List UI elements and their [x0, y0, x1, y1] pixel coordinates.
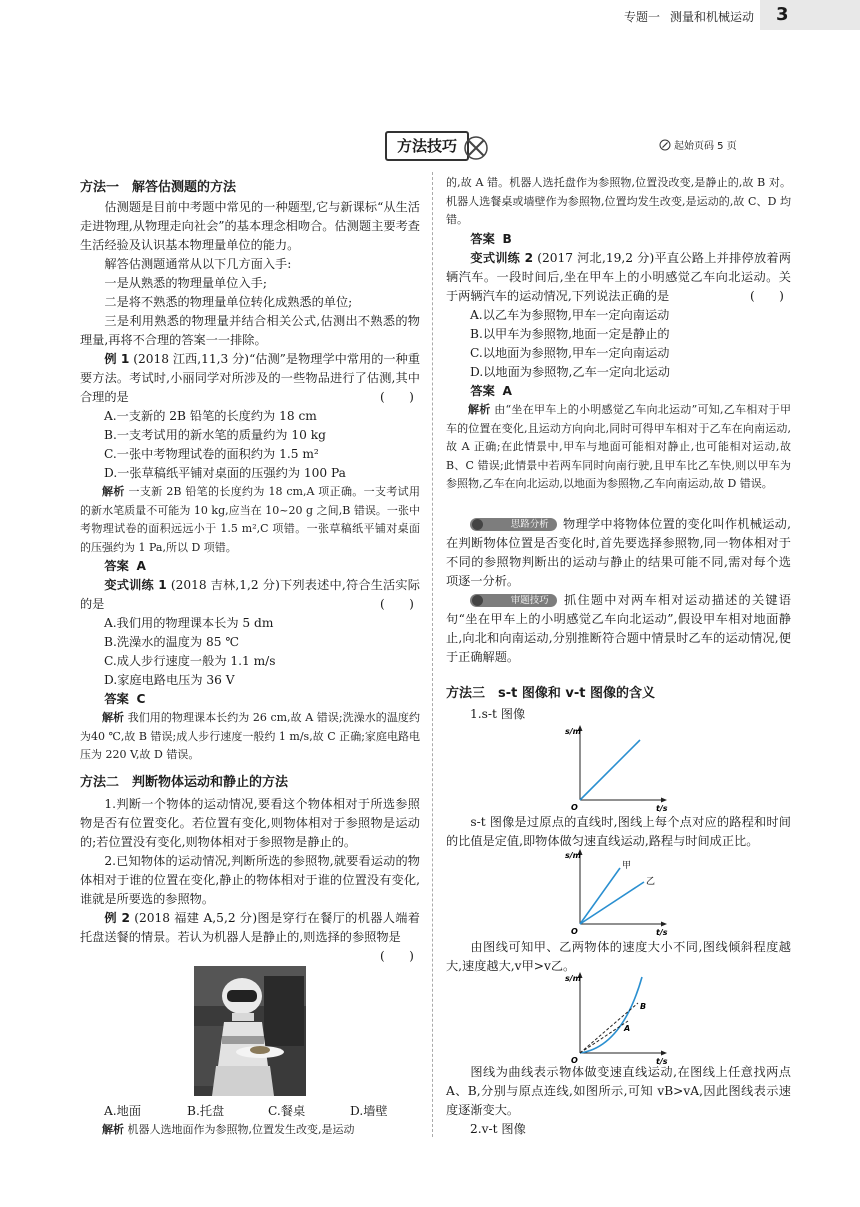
method1-step3: 三是利用熟悉的物理量并结合相关公式,估测出不熟悉的物理量,再将不合理的答案一一排除。: [80, 314, 420, 347]
st-graph-text1: s-t 图像是过原点的直线时,图线上每个点对应的路程和时间的比值是定值,即物体做匀速直线运动,路程与时间成正比。: [446, 815, 791, 848]
example1-option-a: A.一支新的 2B 铅笔的长度约为 18 cm: [104, 409, 317, 423]
column-divider: [432, 172, 433, 1137]
section-banner: [385, 131, 469, 161]
st-graph-two-lines: [562, 846, 672, 936]
variant2-explanation: [446, 401, 791, 494]
thinking-analysis-badge: [470, 518, 556, 531]
example1-explanation-text: 一支新 2B 铅笔的长度约为 18 cm,A 项正确。一支考试用的新水笔质量不可能为 10 kg,应当在 10~20 g 之间,B 错误。一张中考物理试卷的面积远远小于 1.5 m²,C 项错。一张草稿纸平铺对桌面的压强约为 1 Pa,所以 D 项错。: [80, 485, 421, 554]
example1-text: (2018 江西,11,3 分)“估测”是物理学中常用的一种重要方法。考试时,小丽同学对所涉及的一些物品进行了估测,其中合理的是: [80, 352, 421, 404]
example1-explanation: [80, 483, 420, 557]
example2-answer: [446, 230, 512, 249]
page-number: 3: [776, 4, 789, 25]
method2-title: 方法二 判断物体运动和静止的方法: [80, 775, 289, 790]
st-graph-heading: 1.s-t 图像: [470, 707, 526, 721]
variant1-answer-label: 答案: [104, 692, 129, 706]
example2-text: (2018 福建 A,5,2 分)图是穿行在餐厅的机器人端着托盘送餐的情景。若认为机器人是静止的,则选择的参照物是: [80, 911, 420, 944]
variant1-option-b: B.洗澡水的温度为 85 ℃: [104, 635, 240, 649]
variant1-answer: [80, 690, 145, 709]
example2-option-c: C.餐桌: [268, 1104, 306, 1118]
example2-explanation-label: 解析: [102, 1123, 124, 1136]
banner-title: 方法技巧: [396, 137, 457, 155]
method1-intro: 估测题是目前中考题中常见的一种题型,它与新课标“从生活走进物理,从物理走向社会”的基本理念相吻合。估测题主要考查生活经验及认识基本物理量单位的能力。: [80, 200, 420, 252]
st-graph-text3: 图线为曲线表示物体做变速直线运动,在图线上任意找两点 A、B,分别与原点连线,如图所示,可知 vB>vA,因此图线表示速度逐渐变大。: [446, 1065, 791, 1117]
variant2-option-b: B.以甲车为参照物,地面一定是静止的: [470, 327, 670, 341]
example1-label: 例 1: [104, 352, 130, 366]
graph2-origin: O: [571, 927, 578, 936]
variant2-text: (2017 河北,19,2 分)平直公路上并排停放着两辆汽车。一段时间后,坐在甲车上的小明感觉乙车向北运动。关于两辆汽车的运动情况,下列说法正确的是: [446, 251, 791, 303]
graph3-xlabel: t/s: [656, 1057, 668, 1065]
variant2-explanation-label: 解析: [468, 403, 491, 416]
tools-icon: [462, 134, 490, 162]
variant2-label: 变式训练 2: [470, 251, 534, 265]
header-title: 测量和机械运动: [670, 10, 755, 24]
example2-answer-label: 答案: [470, 232, 495, 246]
example1-explanation-label: 解析: [102, 485, 125, 498]
method1-steps-intro: 解答估测题通常从以下几方面入手:: [104, 257, 292, 271]
example1-option-c: C.一张中考物理试卷的面积约为 1.5 m²: [104, 447, 319, 461]
graph1-origin: O: [571, 803, 578, 812]
graph3-ylabel: s/m: [565, 974, 582, 983]
example1-answer: [80, 557, 146, 576]
magnifier-icon: [472, 595, 483, 606]
graph2-line-yi: 乙: [646, 877, 656, 887]
example2-answer-value: B: [502, 232, 512, 246]
thinking-analysis: [446, 515, 791, 591]
method2-point2: 2.已知物体的运动情况,判断所选的参照物,就要看运动的物体相对于谁的位置在变化,静止的物体相对于谁的位置没有变化,谁就是所要选的参照物。: [80, 854, 420, 906]
method1-step2: 二是将不熟悉的物理量单位转化成熟悉的单位;: [104, 295, 353, 309]
method2-point1: 1.判断一个物体的运动情况,要看这个物体相对于所选参照物是否有位置变化。若位置有变化,则物体相对于参照物是运动的;若位置没有变化,则物体相对于参照物是静止的。: [80, 797, 420, 849]
variant2-question: [446, 249, 791, 306]
method3-title: 方法三 s-t 图像和 v-t 图像的含义: [446, 686, 656, 701]
variant2-answer-value: A: [502, 384, 512, 398]
example2-label: 例 2: [104, 911, 130, 925]
graph1-xlabel: t/s: [656, 804, 668, 812]
example2-option-b: B.托盘: [187, 1104, 225, 1118]
st-graph-uniform: [562, 722, 672, 812]
graph2-xlabel: t/s: [656, 928, 668, 936]
variant1-option-d: D.家庭电路电压为 36 V: [104, 673, 235, 687]
header-topic: 专题一: [624, 10, 661, 24]
st-graph-text2: 由图线可知甲、乙两物体的速度大小不同,图线倾斜程度越大,速度越大,v甲>v乙。: [446, 940, 791, 973]
graph3-origin: O: [571, 1056, 578, 1065]
header-page-bar: [760, 0, 860, 30]
example1-answer-value: A: [136, 559, 146, 573]
pencil-icon: [659, 139, 671, 151]
vt-graph-heading: 2.v-t 图像: [470, 1122, 526, 1136]
variant1-question: [80, 576, 420, 614]
variant1-explanation: [80, 709, 420, 765]
example1-option-b: B.一支考试用的新水笔的质量约为 10 kg: [104, 428, 326, 442]
variant2-answer: [446, 382, 512, 401]
variant1-answer-blank: ( ): [380, 597, 414, 611]
example1-option-d: D.一张草稿纸平铺对桌面的压强约为 100 Pa: [104, 466, 346, 480]
bulb-icon: [472, 519, 483, 530]
variant1-text: (2018 吉林,1,2 分)下列表述中,符合生活实际的是: [80, 578, 420, 611]
robot-waiter-photo: [194, 966, 306, 1096]
start-page-note: 起始页码 5 页: [674, 141, 737, 152]
variant2-option-a: A.以乙车为参照物,甲车一定向南运动: [470, 308, 670, 322]
example1-answer-label: 答案: [104, 559, 129, 573]
variant1-explanation-label: 解析: [102, 711, 125, 724]
example2-explanation-start: [80, 1121, 420, 1140]
variant2-answer-label: 答案: [470, 384, 495, 398]
thinking-analysis-text: 物理学中将物体位置的变化叫作机械运动,在判断物体位置是否变化时,首先要选择参照物,同一物体相对于不同的参照物判断出的运动与静止的结果可能不同,需对每个选项逐一分析。: [446, 517, 791, 588]
graph2-line-jia: 甲: [622, 861, 632, 871]
graph3-point-b: B: [640, 1002, 647, 1011]
variant1-option-a: A.我们用的物理课本长为 5 dm: [104, 616, 274, 630]
thinking-analysis-label: 思路分析: [510, 519, 549, 530]
variant2-answer-blank: ( ): [750, 289, 784, 303]
example2-option-d: D.墙壁: [350, 1104, 388, 1118]
method1-step1: 一是从熟悉的物理量单位入手;: [104, 276, 267, 290]
reading-tips-label: 审题技巧: [510, 595, 549, 606]
graph1-ylabel: s/m: [565, 727, 582, 736]
st-graph-curve: [562, 969, 672, 1065]
example1-question: [80, 350, 420, 407]
variant2-option-c: C.以地面为参照物,甲车一定向南运动: [470, 346, 670, 360]
reading-tips: [446, 591, 791, 667]
variant1-option-c: C.成人步行速度一般为 1.1 m/s: [104, 654, 276, 668]
variant1-label: 变式训练 1: [104, 578, 167, 592]
example1-answer-blank: ( ): [380, 390, 414, 404]
reading-tips-text: 抓住题中对两车相对运动描述的关键语句“坐在甲车上的小明感觉乙车向北运动”,假设甲车相对地面静止,向北和向南运动,分别推断符合题中情景时乙车的运动情况,便于正确解题。: [446, 593, 791, 664]
reading-tips-badge: [470, 594, 556, 607]
example2-explanation-cont: 的,故 A 错。机器人选托盘作为参照物,位置没改变,是静止的,故 B 对。机器人选餐桌或墙壁作为参照物,位置均发生改变,是运动的,故 C、D 均错。: [446, 176, 791, 226]
variant1-answer-value: C: [136, 692, 146, 706]
example2-option-a: A.地面: [104, 1104, 142, 1118]
graph3-point-a: A: [624, 1024, 631, 1033]
graph2-ylabel: s/m: [565, 851, 582, 860]
example2-answer-blank: ( ): [380, 949, 414, 963]
variant2-explanation-text: 由“坐在甲车上的小明感觉乙车向北运动”可知,乙车相对于甲车的位置在变化,且运动方向向北,同时可得甲车相对于乙车在向南运动,故 A 正确;在此情景中,甲车与地面可能相对静止,也可能相对运动,故 B、C 错误;此情景中若两车同时向南行驶,且甲车比乙车快,则以甲车为参照物,乙车在向北运动,以地面为参照物,乙车向南运动,故 D 错误。: [446, 403, 792, 490]
example2-question: [80, 909, 420, 947]
variant2-option-d: D.以地面为参照物,乙车一定向北运动: [470, 365, 670, 379]
example2-explanation-text: 机器人选地面作为参照物,位置发生改变,是运动: [127, 1123, 355, 1136]
variant1-explanation-text: 我们用的物理课本长约为 26 cm,故 A 错误;洗澡水的温度约为40 ℃,故 B 错误;成人步行速度一般约 1 m/s,故 C 正确;家庭电路电压为 220 V,故 D 错误。: [80, 711, 420, 761]
method1-title: 方法一 解答估测题的方法: [80, 180, 237, 195]
